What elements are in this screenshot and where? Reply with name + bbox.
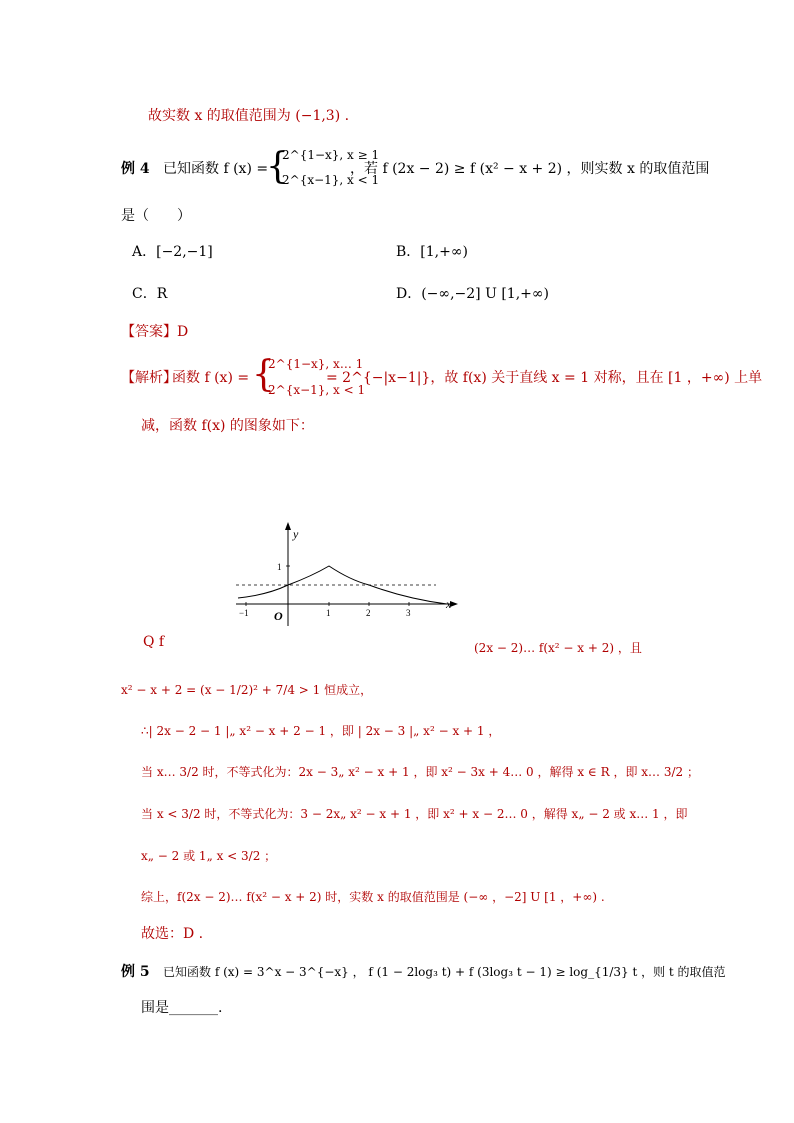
graph-y-label: y (293, 527, 299, 541)
example-4-stem-c: 是（ ） (121, 208, 191, 224)
step-line-6: 综上，f(2x − 2)… f(x² − x + 2) 时，实数 x 的取值范围是 (−∞ ，−2] U [1 ，+∞) . (141, 890, 605, 904)
graph-tick-neg1: −1 (239, 608, 249, 618)
example-4-stem-a: 已知函数 f (x) = (163, 161, 269, 177)
conclusion-line: 故实数 x 的取值范围为 (−1,3) . (148, 108, 350, 124)
example-4-stem-b: ，若 f (2x − 2) ≥ f (x² − x + 2) ，则实数 x 的取值范围 (350, 161, 710, 177)
function-graph (232, 518, 462, 628)
example-5-text: 已知函数 f (x) = 3^x − 3^{−x} ， f (1 − 2log₃ t) + f (3log₃ t − 1) ≥ log_{1/3} t ，则 t 的取值范 (163, 965, 726, 979)
analysis-brace: { (252, 354, 275, 395)
step-q-right: (2x − 2)… f(x² − x + 2) ，且 (474, 641, 642, 655)
answer-value: D (177, 324, 189, 340)
analysis-case-1: 2^{1−x}, x… 1 (268, 357, 364, 371)
option-a: A．[−2,−1] (132, 244, 213, 260)
example-5-text-2: 围是_______. (141, 1000, 223, 1016)
example-4-brace: { (266, 146, 289, 187)
graph-tick-2: 2 (366, 608, 371, 618)
graph-tick-1: 1 (326, 608, 331, 618)
graph-one-label: 1 (277, 562, 282, 572)
analysis-label: 【解析】 (121, 370, 177, 386)
graph-tick-3: 3 (406, 608, 411, 618)
option-c: C．R (132, 286, 168, 302)
step-line-3: 当 x… 3/2 时，不等式化为：2x − 3„ x² − x + 1 ，即 x² − 3x + 4… 0 ，解得 x ∈ R ，即 x… 3/2 ； (141, 765, 699, 779)
graph-origin-label: O (274, 609, 283, 623)
answer-label: 【答案】 (121, 324, 177, 340)
analysis-case-2: 2^{x−1}, x < 1 (268, 383, 366, 397)
example-5-label: 例 5 (121, 964, 150, 980)
answer-line (121, 322, 188, 342)
analysis-text-b: = 2^{−|x−1|}，故 f(x) 关于直线 x = 1 对称，且在 [1 ，+∞) 上单 (326, 370, 763, 386)
graph-x-label: x (446, 597, 452, 611)
step-line-1: x² − x + 2 = (x − 1/2)² + 7/4 > 1 恒成立， (121, 683, 373, 697)
step-line-5: x„ − 2 或 1„ x < 3/2 ； (141, 849, 277, 863)
example-4-label: 例 4 (121, 161, 150, 177)
step-line-7: 故选：D . (141, 926, 204, 942)
step-q-left: Q f (143, 634, 165, 650)
analysis-text-a: 函数 f (x) = (172, 370, 250, 386)
option-d: D．(−∞,−2] U [1,+∞) (396, 286, 550, 302)
example-4-case-1: 2^{1−x}, x ≥ 1 (282, 148, 380, 162)
example-4-case-2: 2^{x−1}, x < 1 (282, 173, 380, 187)
step-line-4: 当 x < 3/2 时，不等式化为：3 − 2x„ x² − x + 1 ，即 x² + x − 2… 0 ，解得 x„ − 2 或 x… 1 ，即 (141, 807, 688, 821)
step-line-2: ∴| 2x − 2 − 1 |„ x² − x + 2 − 1 ，即 | 2x − 3 |„ x² − x + 1 ， (141, 724, 501, 738)
option-b: B．[1,+∞) (396, 244, 468, 260)
analysis-text-c: 减，函数 f(x) 的图象如下： (141, 418, 314, 434)
